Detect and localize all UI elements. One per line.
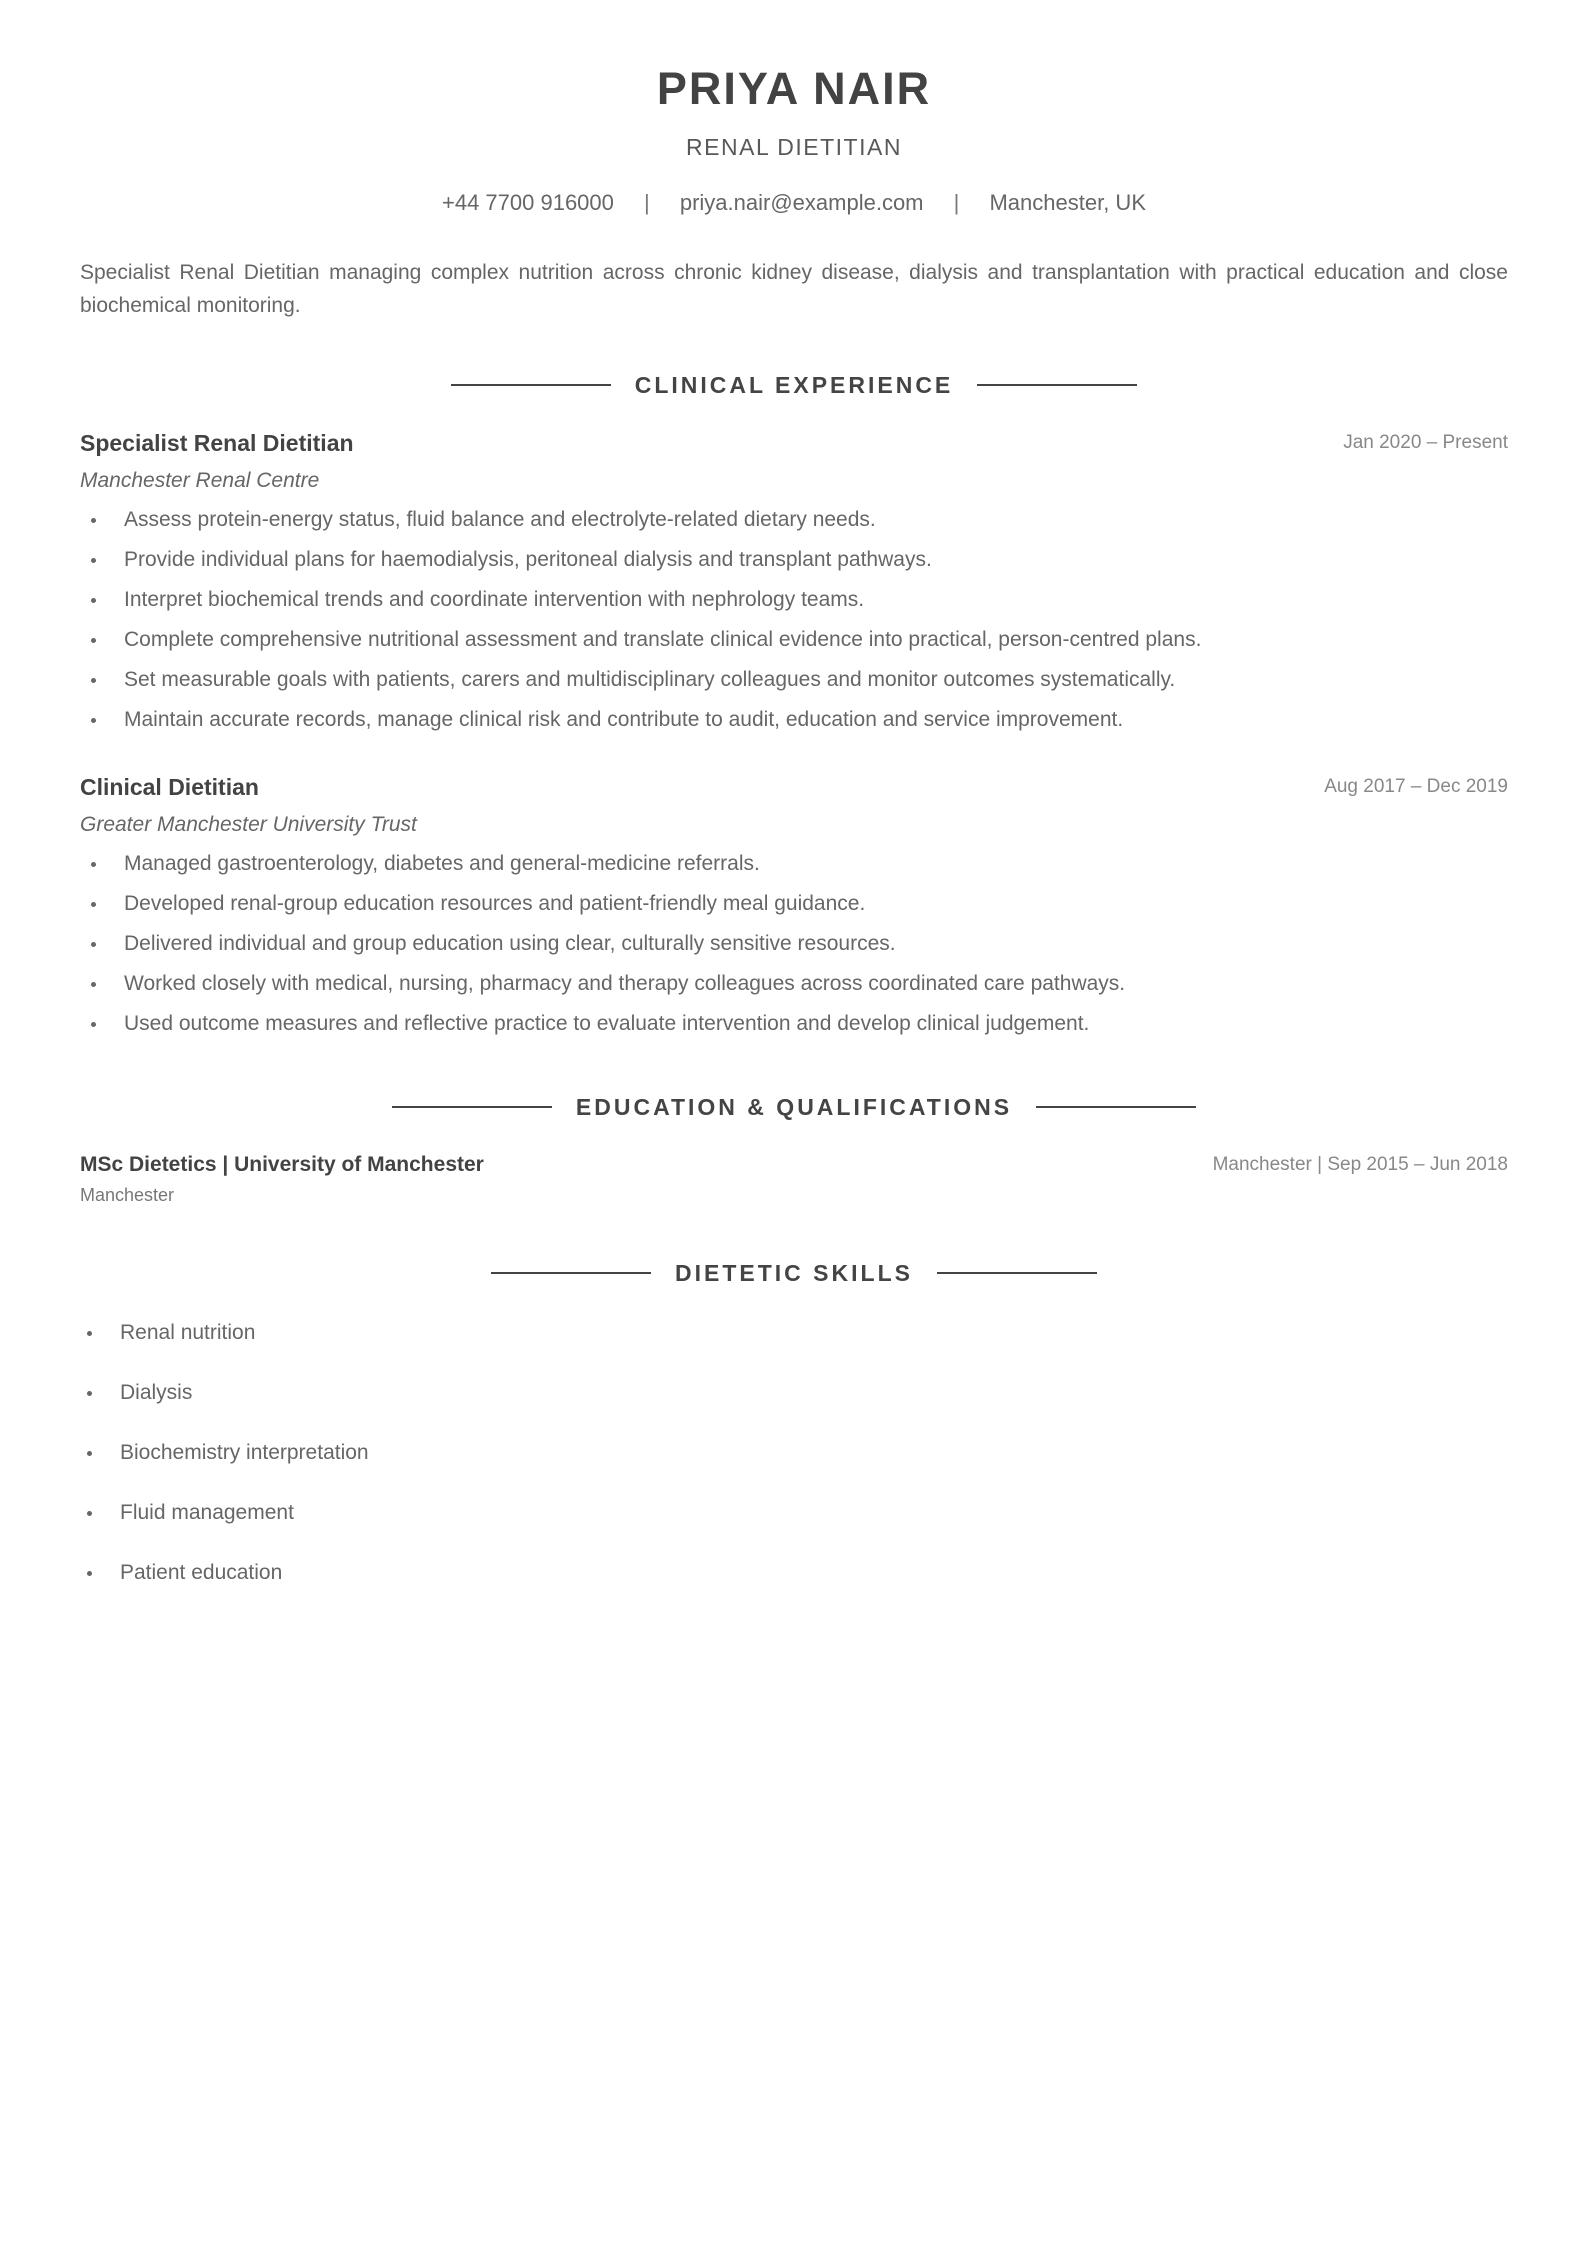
contact-email: priya.nair@example.com	[679, 190, 924, 215]
skills-list	[80, 1318, 369, 1618]
bullet-item: Worked closely with medical, nursing, pharmacy and therapy colleagues across coordinated care pathways.	[80, 964, 1508, 1004]
job-entry	[80, 428, 1508, 740]
contact-location: Manchester, UK	[989, 190, 1146, 215]
job-bullets	[80, 500, 1508, 740]
skill-item: Renal nutrition	[80, 1318, 369, 1378]
job-organisation: Greater Manchester University Trust	[80, 813, 417, 836]
job-organisation: Manchester Renal Centre	[80, 469, 320, 492]
profile-summary: Specialist Renal Dietitian managing complex nutrition across chronic kidney disease, dialysis and transplantation with practical education and close biochemical monitoring.	[80, 261, 1508, 317]
contact-phone: +44 7700 916000	[441, 190, 614, 215]
heading-rule-left	[392, 1106, 552, 1108]
heading-rule-right	[937, 1272, 1097, 1274]
candidate-role: RENAL DIETITIAN	[686, 134, 902, 160]
candidate-name: PRIYA NAIR	[656, 63, 932, 114]
section-heading-experience	[80, 370, 1508, 400]
bullet-item: Complete comprehensive nutritional assessment and translate clinical evidence into practical, person-centred plans.	[80, 620, 1508, 660]
bullet-item: Delivered individual and group education using clear, culturally sensitive resources.	[80, 924, 1508, 964]
education-entry	[80, 1150, 1508, 1208]
job-dates: Aug 2017 – Dec 2019	[1324, 776, 1508, 797]
contact-separator: |	[644, 190, 650, 215]
bullet-item: Set measurable goals with patients, carers and multidisciplinary colleagues and monitor outcomes systematically.	[80, 660, 1508, 700]
bullet-item: Provide individual plans for haemodialysis, peritoneal dialysis and transplant pathways.	[80, 540, 1508, 580]
skill-item: Patient education	[80, 1558, 369, 1618]
job-title: Clinical Dietitian	[80, 774, 259, 800]
heading-rule-left	[451, 384, 611, 386]
heading-rule-right	[1036, 1106, 1196, 1108]
bullet-item: Assess protein-energy status, fluid balance and electrolyte-related dietary needs.	[80, 500, 1508, 540]
skill-item: Fluid management	[80, 1498, 369, 1558]
degree-title: MSc Dietetics | University of Manchester	[80, 1153, 484, 1176]
section-title: CLINICAL EXPERIENCE	[634, 372, 954, 398]
job-bullets	[80, 844, 1508, 1044]
job-dates: Jan 2020 – Present	[1343, 432, 1508, 453]
bullet-item: Used outcome measures and reflective practice to evaluate intervention and develop clinical judgement.	[80, 1004, 1508, 1044]
skill-item: Biochemistry interpretation	[80, 1438, 369, 1498]
heading-rule-right	[977, 384, 1137, 386]
bullet-item: Managed gastroenterology, diabetes and general-medicine referrals.	[80, 844, 1508, 884]
section-title: EDUCATION & QUALIFICATIONS	[575, 1094, 1013, 1120]
job-title: Specialist Renal Dietitian	[80, 430, 354, 456]
skill-item: Dialysis	[80, 1378, 369, 1438]
section-heading-skills	[80, 1258, 1508, 1288]
job-entry	[80, 772, 1508, 1044]
section-heading-education	[80, 1092, 1508, 1122]
bullet-item: Maintain accurate records, manage clinical risk and contribute to audit, education and service improvement.	[80, 700, 1508, 740]
education-location: Manchester	[80, 1185, 175, 1205]
bullet-item: Developed renal-group education resources and patient-friendly meal guidance.	[80, 884, 1508, 924]
contact-line	[80, 188, 1508, 218]
education-meta: Manchester | Sep 2015 – Jun 2018	[1212, 1154, 1508, 1175]
contact-separator: |	[953, 190, 960, 215]
heading-rule-left	[491, 1272, 651, 1274]
section-title: DIETETIC SKILLS	[675, 1260, 913, 1286]
bullet-item: Interpret biochemical trends and coordinate intervention with nephrology teams.	[80, 580, 1508, 620]
